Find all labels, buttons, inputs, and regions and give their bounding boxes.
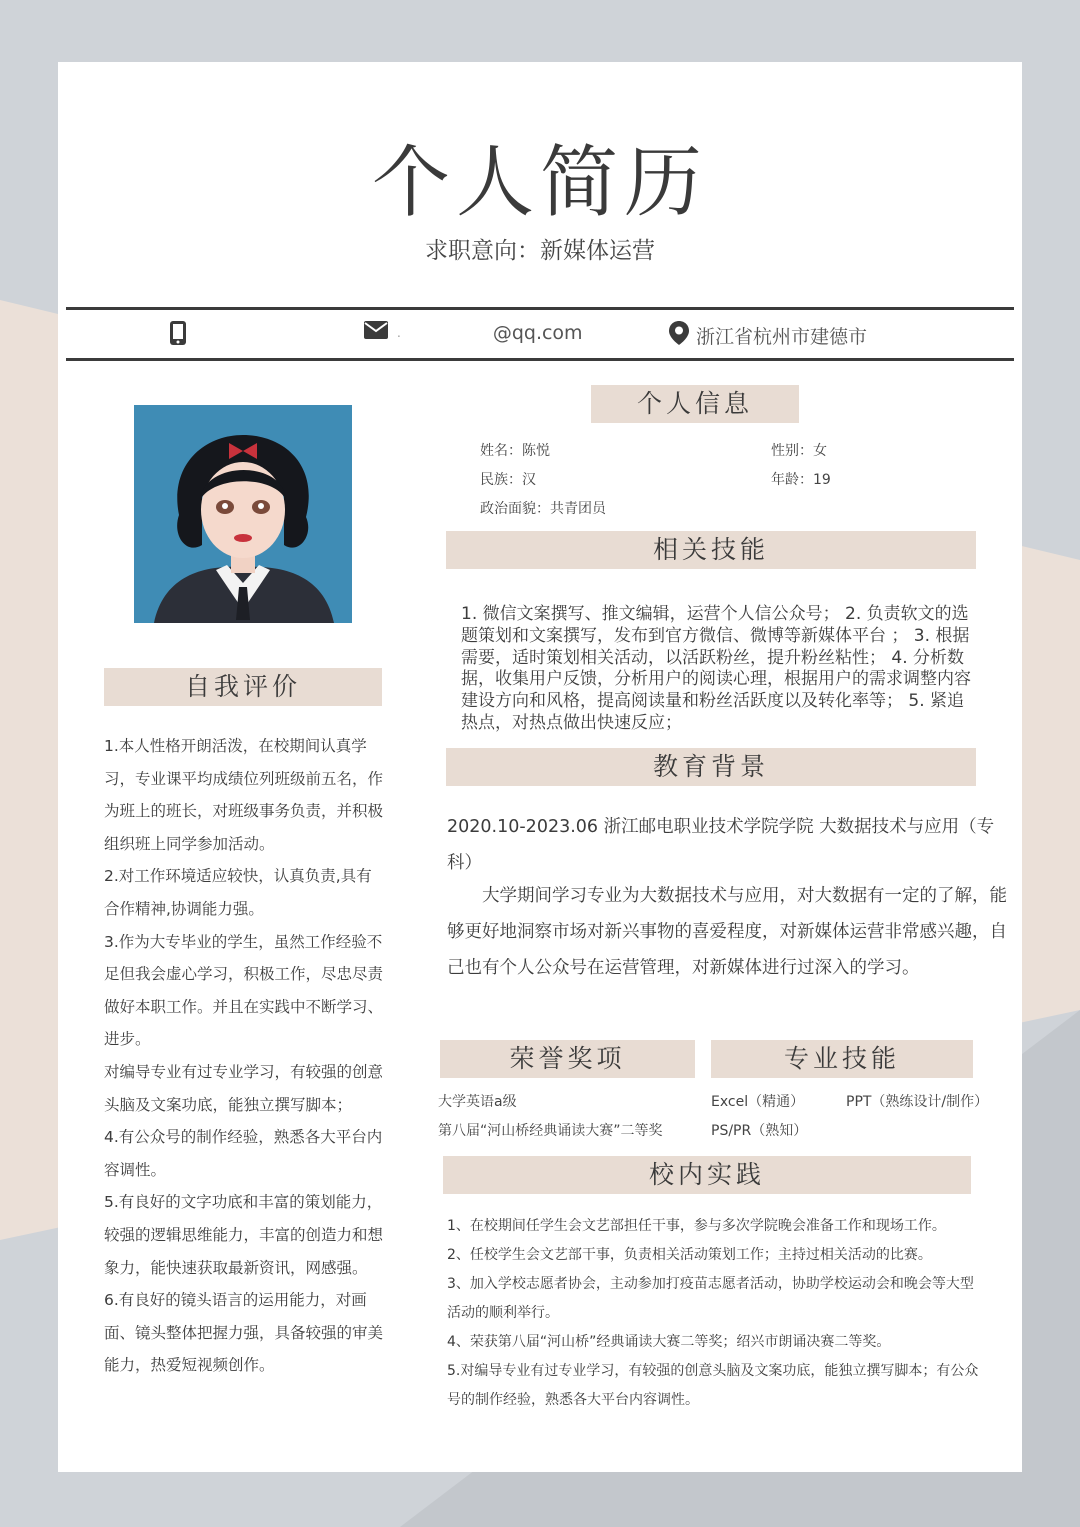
list-item: 对编导专业有过专业学习，有较强的创意头脑及文案功底，能独立撰写脚本； [104, 1062, 384, 1114]
pro-skills-heading: 专业技能 [711, 1040, 973, 1078]
list-item: 2.对工作环境适应较快，认真负责,具有合作精神,协调能力强。 [104, 867, 372, 918]
info-name: 姓名：陈悦 [480, 443, 550, 459]
location-pin-icon [668, 320, 690, 351]
email-item [363, 320, 583, 345]
list-item: 1.本人性格开朗活泼，在校期间认真学习，专业课平均成绩位列班级前五名，作为班上的班长，对班级事务负责，并积极组织班上同学参加活动。 [104, 737, 384, 853]
page-title: 个人简历 [371, 138, 708, 228]
avatar [134, 405, 352, 623]
pro-skill-item: Excel（精通） [711, 1094, 805, 1110]
practice-heading: 校内实践 [443, 1156, 971, 1194]
list-item: 4.有公众号的制作经验，熟悉各大平台内容调性。 [104, 1128, 383, 1179]
info-political: 政治面貌：共青团员 [480, 501, 606, 517]
list-item: 3.作为大专毕业的学生，虽然工作经验不足但我会虚心学习，积极工作，尽忠尽责做好本职工作。并且在实践中不断学习、进步。 [104, 932, 384, 1049]
list-item: 2、任校学生会文艺部干事，负责相关活动策划工作；主持过相关活动的比赛。 [447, 1247, 932, 1263]
honor-item: 第八届“河山桥经典诵读大赛”二等奖 [438, 1123, 663, 1139]
address-text: 浙江省杭州市建德市 [696, 326, 868, 348]
honors-heading: 荣誉奖项 [440, 1040, 695, 1078]
self-eval-heading: 自我评价 [104, 668, 382, 706]
top-rule [66, 307, 1014, 310]
practice-list [447, 1212, 987, 1415]
list-item: 3、加入学校志愿者协会，主动参加打疫苗志愿者活动，协助学校运动会和晚会等大型活动的顺利举行。 [447, 1276, 974, 1321]
job-objective: 求职意向：新媒体运营 [425, 238, 655, 264]
list-item: 5.对编导专业有过专业学习，有较强的创意头脑及文案功底，能独立撰写脚本；有公众号的制作经验，熟悉各大平台内容调性。 [447, 1363, 979, 1408]
bottom-rule [66, 358, 1014, 361]
list-item: 1、在校期间任学生会文艺部担任干事，参与多次学院晚会准备工作和现场工作。 [447, 1218, 946, 1234]
info-gender: 性别：女 [771, 443, 827, 459]
email-prefix: . [397, 325, 401, 340]
phone-icon [168, 320, 188, 351]
pro-skill-item: PPT（熟练设计/制作） [846, 1094, 989, 1110]
honor-item: 大学英语a级 [438, 1094, 517, 1110]
pro-skill-item: PS/PR（熟知） [711, 1123, 808, 1139]
phone-item [168, 320, 188, 351]
info-age: 年龄：19 [771, 472, 831, 488]
education-text: 大学期间学习专业为大数据技术与应用，对大数据有一定的了解，能够更好地洞察市场对新兴事物的喜爱程度，对新媒体运营非常感兴趣，自己也有个人公众号在运营管理，对新媒体进行过深入的学习。 [447, 886, 1007, 978]
education-heading: 教育背景 [446, 748, 976, 786]
list-item: 6.有良好的镜头语言的运用能力，对画面、镜头整体把握力强，具备较强的审美能力，热爱短视频创作。 [104, 1291, 384, 1375]
self-eval-list [104, 730, 386, 1382]
info-ethnicity: 民族：汉 [480, 472, 536, 488]
skills-heading: 相关技能 [446, 531, 976, 569]
resume-page [58, 62, 1022, 1472]
mail-icon [363, 320, 389, 345]
education-line: 2020.10-2023.06 浙江邮电职业技术学院学院 大数据技术与应用（专科） [447, 817, 995, 873]
list-item: 5.有良好的文字功底和丰富的策划能力，较强的逻辑思维能力，丰富的创造力和想象力，能快速获取最新资讯，网感强。 [104, 1193, 384, 1277]
address-item [668, 320, 867, 351]
email-text: @qq.com [492, 321, 583, 344]
list-item: 4、荣获第八届“河山桥”经典诵读大赛二等奖；绍兴市朗诵决赛二等奖。 [447, 1334, 891, 1350]
personal-info-heading: 个人信息 [591, 385, 799, 423]
skills-text: 1. 微信文案撰写、推文编辑，运营个人信公众号； 2. 负责软文的选题策划和文案撰写，发布到官方微信、微博等新媒体平台 ； 3. 根据需要，适时策划相关活动，以活跃粉丝，提升粉丝粘性； 4. 分析数据，收集用户反馈，分析用户的阅读心理，根据用户的需求调整内容建设方向和风格，提高阅读量和粉丝活跃度以及转化率等； 5. 紧追热点，对热点做出快速反应； [461, 604, 971, 733]
